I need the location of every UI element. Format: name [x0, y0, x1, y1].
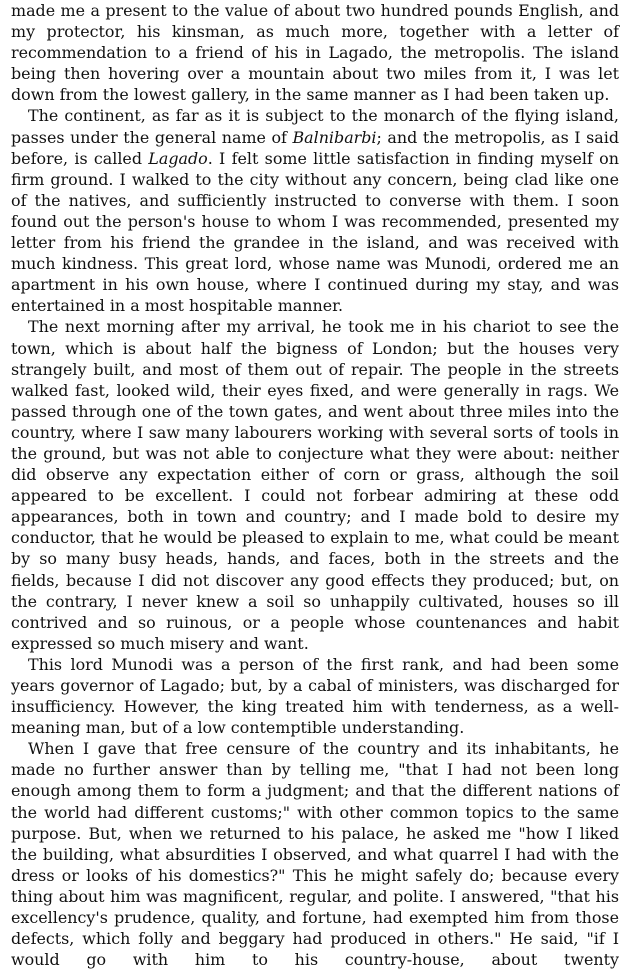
paragraph-1 — [11, 0, 619, 105]
text-run: The next morning after my arrival, he took me in his chariot to see the town, which is about half the bigness of London; but the houses very strangely built, and most of them out of repair. The people in the streets walked fast, looked wild, their eyes fixed, and were generally in rags. We passed through one of the town gates, and went about three miles into the country, where I saw many labourers working with several sorts of tools in the ground, but was not able to conjecture what they were about: neither did observe any expectation either of corn or grass, although the soil appeared to be excellent. I could not forbear admiring at these odd appearances, both in town and country; and I made bold to desire my conductor, that he would be pleased to explain to me, what could be meant by so many busy heads, hands, and faces, both in the streets and the fields, because I did not discover any good effects they produced; but, on the contrary, I never knew a soil so unhappily cultivated, houses so ill contrived and so ruinous, or a people whose countenances and habit expressed so much misery and want. — [11, 317, 619, 653]
paragraph-3 — [11, 316, 619, 654]
text-run: made me a present to the value of about two hundred pounds English, and my protector, his kinsman, as much more, together with a letter of recommendation to a friend of his in Lagado, the metropolis. The island being then hovering over a mountain about two miles from it, I was let down from the lowest gallery, in the same manner as I had been taken up. — [11, 1, 619, 105]
book-page — [11, 0, 619, 970]
paragraph-4 — [11, 654, 619, 738]
italic-text: Balnibarbi — [292, 127, 377, 147]
text-run: When I gave that free censure of the country and its inhabitants, he made no further answer than by telling me, "that I had not been long enough among them to form a judgment; and that the different nations of the world had different customs;" with other common topics to the same purpose. But, when we returned to his palace, he asked me "how I liked the building, what absurdities I observed, and what quarrel I had with the dress or looks of his domestics?" This he might safely do; because every thing about him was magnificent, regular, and polite. I answered, "that his excellency's prudence, quality, and fortune, had exempted him from those defects, which folly and beggary had produced in others." He said, "if I would go with him to his country-house, about twenty — [11, 739, 619, 970]
paragraph-5 — [11, 738, 619, 970]
text-run: The continent, as far as it is subject to the monarch of the flying island, passes under the general name of — [11, 106, 619, 147]
text-run: . I felt some little satisfaction in finding myself on firm ground. I walked to the city without any concern, being clad like one of the natives, and sufficiently instructed to converse with them. I soon found out the person's house to whom I was recommended, presented my letter from his friend the grandee in the island, and was received with much kindness. This great lord, whose name was Munodi, ordered me an apartment in his own house, where I continued during my stay, and was entertained in a most hospitable manner. — [11, 148, 619, 316]
paragraph-2 — [11, 105, 619, 316]
text-run: ; and the metropolis, as I said before, is called — [11, 127, 619, 168]
italic-text: Lagado — [148, 148, 208, 168]
text-run: This lord Munodi was a person of the first rank, and had been some years governor of Lagado; but, by a cabal of ministers, was discharged for insufficiency. However, the king treated him with tenderness, as a well-meaning man, but of a low contemptible understanding. — [11, 654, 619, 738]
